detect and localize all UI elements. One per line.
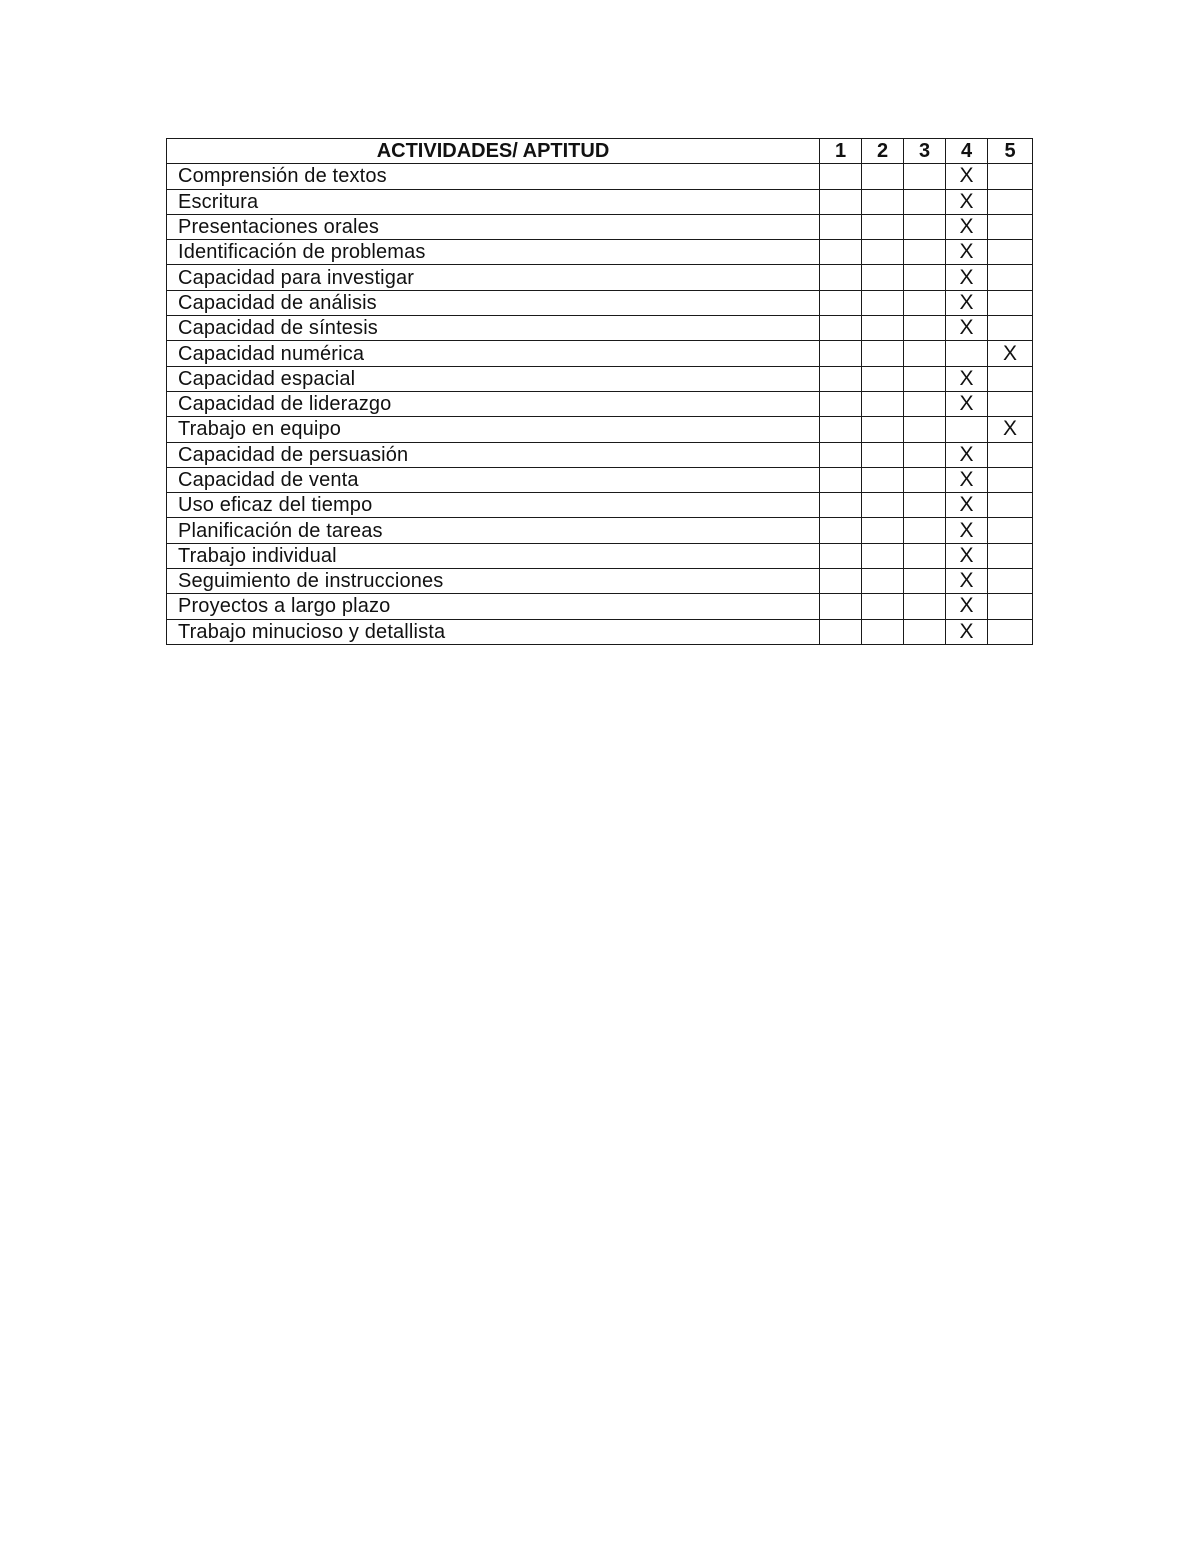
score-cell-2	[862, 442, 904, 467]
table-row	[167, 417, 1033, 442]
score-cell-3	[904, 265, 946, 290]
score-cell-2	[862, 290, 904, 315]
score-cell-1	[820, 417, 862, 442]
score-cell-5	[988, 316, 1033, 341]
score-cell-3	[904, 164, 946, 189]
score-cell-4: X	[946, 214, 988, 239]
activity-cell: Uso eficaz del tiempo	[167, 493, 820, 518]
activity-cell: Presentaciones orales	[167, 214, 820, 239]
table-row	[167, 189, 1033, 214]
score-cell-2	[862, 189, 904, 214]
table-row	[167, 290, 1033, 315]
score-cell-1	[820, 341, 862, 366]
score-cell-4: X	[946, 619, 988, 644]
score-cell-4: X	[946, 316, 988, 341]
score-cell-5	[988, 569, 1033, 594]
score-cell-4: X	[946, 493, 988, 518]
table-row	[167, 518, 1033, 543]
score-cell-5	[988, 189, 1033, 214]
header-score-5: 5	[988, 139, 1033, 164]
table-row	[167, 341, 1033, 366]
table-row	[167, 316, 1033, 341]
activity-cell: Capacidad de liderazgo	[167, 391, 820, 416]
activity-cell: Capacidad de persuasión	[167, 442, 820, 467]
score-cell-5	[988, 442, 1033, 467]
score-cell-4: X	[946, 164, 988, 189]
score-cell-4: X	[946, 189, 988, 214]
activity-cell: Seguimiento de instrucciones	[167, 569, 820, 594]
table-row	[167, 366, 1033, 391]
score-cell-3	[904, 518, 946, 543]
score-cell-1	[820, 265, 862, 290]
score-cell-1	[820, 366, 862, 391]
activity-cell: Identificación de problemas	[167, 240, 820, 265]
score-cell-3	[904, 391, 946, 416]
score-cell-5	[988, 164, 1033, 189]
table-row	[167, 619, 1033, 644]
score-cell-1	[820, 240, 862, 265]
table-row	[167, 265, 1033, 290]
table-row	[167, 467, 1033, 492]
score-cell-1	[820, 569, 862, 594]
header-score-1: 1	[820, 139, 862, 164]
score-cell-4: X	[946, 594, 988, 619]
table-row	[167, 214, 1033, 239]
score-cell-1	[820, 594, 862, 619]
activity-cell: Planificación de tareas	[167, 518, 820, 543]
score-cell-1	[820, 467, 862, 492]
score-cell-2	[862, 619, 904, 644]
table-row	[167, 493, 1033, 518]
activity-cell: Trabajo en equipo	[167, 417, 820, 442]
header-score-3: 3	[904, 139, 946, 164]
score-cell-3	[904, 467, 946, 492]
score-cell-5	[988, 290, 1033, 315]
score-cell-3	[904, 366, 946, 391]
score-cell-5	[988, 214, 1033, 239]
table-body	[167, 164, 1033, 645]
score-cell-5	[988, 518, 1033, 543]
score-cell-3	[904, 619, 946, 644]
score-cell-4	[946, 417, 988, 442]
score-cell-2	[862, 164, 904, 189]
score-cell-3	[904, 543, 946, 568]
aptitude-table	[166, 138, 1033, 645]
score-cell-3	[904, 493, 946, 518]
table-header-row	[167, 139, 1033, 164]
score-cell-2	[862, 467, 904, 492]
score-cell-5: X	[988, 341, 1033, 366]
score-cell-5	[988, 391, 1033, 416]
score-cell-1	[820, 543, 862, 568]
score-cell-4	[946, 341, 988, 366]
score-cell-3	[904, 417, 946, 442]
score-cell-2	[862, 543, 904, 568]
score-cell-1	[820, 316, 862, 341]
activity-cell: Capacidad numérica	[167, 341, 820, 366]
score-cell-4: X	[946, 569, 988, 594]
score-cell-4: X	[946, 290, 988, 315]
table-row	[167, 240, 1033, 265]
score-cell-3	[904, 341, 946, 366]
score-cell-5	[988, 265, 1033, 290]
score-cell-1	[820, 619, 862, 644]
table-row	[167, 164, 1033, 189]
score-cell-1	[820, 493, 862, 518]
score-cell-2	[862, 341, 904, 366]
score-cell-2	[862, 214, 904, 239]
score-cell-5	[988, 366, 1033, 391]
score-cell-5	[988, 493, 1033, 518]
score-cell-4: X	[946, 391, 988, 416]
score-cell-2	[862, 569, 904, 594]
activity-cell: Trabajo individual	[167, 543, 820, 568]
score-cell-3	[904, 214, 946, 239]
score-cell-2	[862, 518, 904, 543]
score-cell-2	[862, 366, 904, 391]
score-cell-2	[862, 417, 904, 442]
score-cell-1	[820, 518, 862, 543]
table-row	[167, 543, 1033, 568]
score-cell-2	[862, 316, 904, 341]
score-cell-2	[862, 265, 904, 290]
activity-cell: Comprensión de textos	[167, 164, 820, 189]
score-cell-4: X	[946, 543, 988, 568]
score-cell-1	[820, 442, 862, 467]
activity-cell: Capacidad para investigar	[167, 265, 820, 290]
score-cell-2	[862, 594, 904, 619]
score-cell-5	[988, 240, 1033, 265]
score-cell-1	[820, 391, 862, 416]
score-cell-4: X	[946, 240, 988, 265]
score-cell-1	[820, 164, 862, 189]
score-cell-3	[904, 316, 946, 341]
score-cell-1	[820, 290, 862, 315]
score-cell-3	[904, 189, 946, 214]
header-score-2: 2	[862, 139, 904, 164]
activity-cell: Capacidad espacial	[167, 366, 820, 391]
score-cell-1	[820, 189, 862, 214]
score-cell-3	[904, 594, 946, 619]
score-cell-3	[904, 442, 946, 467]
score-cell-5	[988, 543, 1033, 568]
score-cell-5: X	[988, 417, 1033, 442]
table-row	[167, 391, 1033, 416]
score-cell-3	[904, 290, 946, 315]
score-cell-4: X	[946, 366, 988, 391]
header-activity: ACTIVIDADES/ APTITUD	[167, 139, 820, 164]
score-cell-5	[988, 619, 1033, 644]
activity-cell: Capacidad de análisis	[167, 290, 820, 315]
activity-cell: Proyectos a largo plazo	[167, 594, 820, 619]
activity-cell: Capacidad de síntesis	[167, 316, 820, 341]
activity-cell: Escritura	[167, 189, 820, 214]
score-cell-2	[862, 240, 904, 265]
activity-cell: Capacidad de venta	[167, 467, 820, 492]
score-cell-4: X	[946, 442, 988, 467]
activity-cell: Trabajo minucioso y detallista	[167, 619, 820, 644]
score-cell-3	[904, 569, 946, 594]
header-score-4: 4	[946, 139, 988, 164]
score-cell-3	[904, 240, 946, 265]
score-cell-4: X	[946, 467, 988, 492]
score-cell-5	[988, 467, 1033, 492]
table-row	[167, 569, 1033, 594]
table-row	[167, 442, 1033, 467]
score-cell-4: X	[946, 518, 988, 543]
score-cell-1	[820, 214, 862, 239]
score-cell-4: X	[946, 265, 988, 290]
score-cell-5	[988, 594, 1033, 619]
table-row	[167, 594, 1033, 619]
score-cell-2	[862, 391, 904, 416]
score-cell-2	[862, 493, 904, 518]
